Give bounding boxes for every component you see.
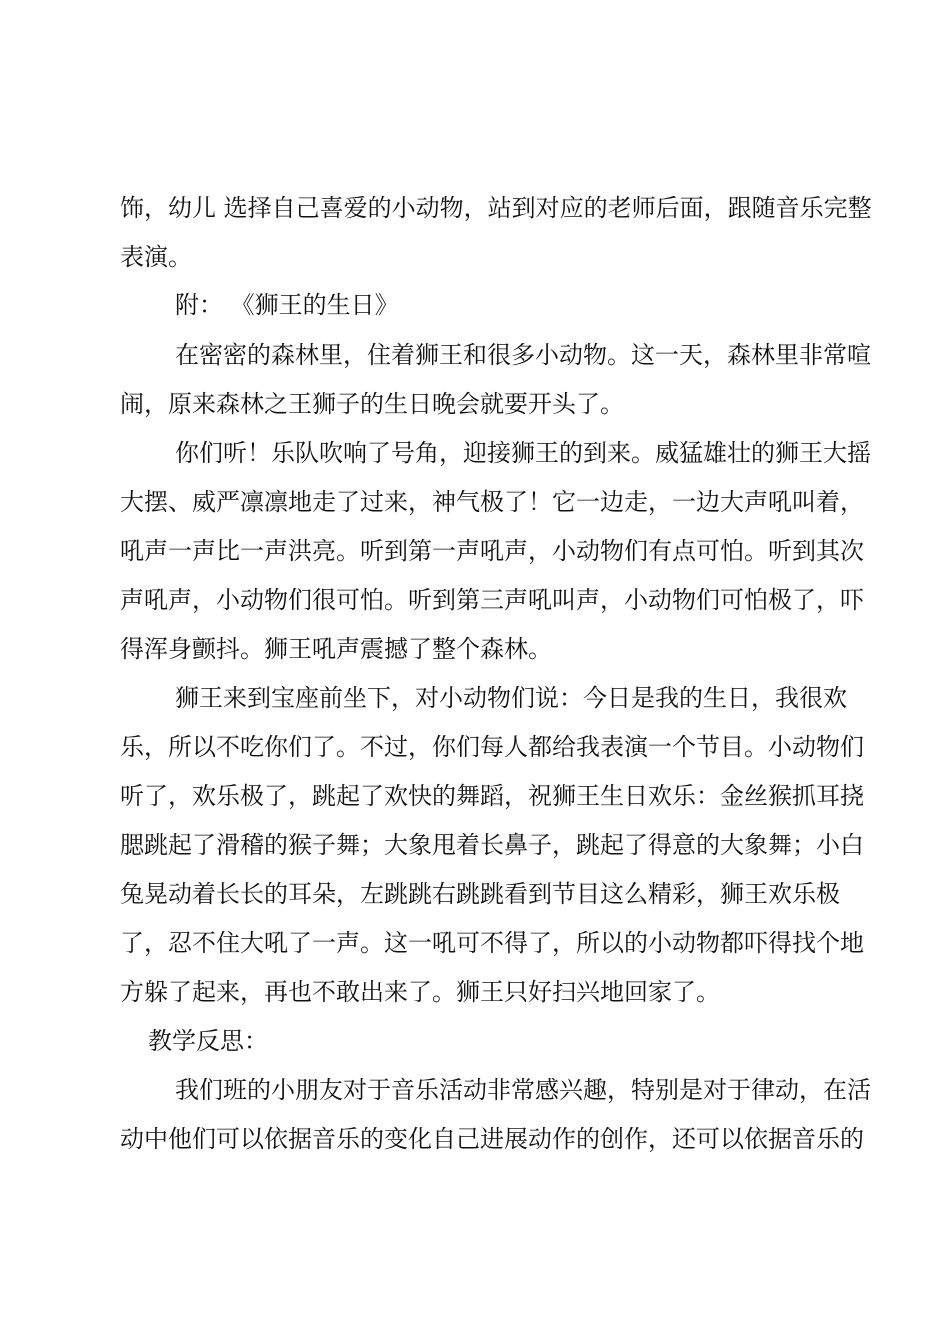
paragraph-3-line-6: 了，忍不住大吼了一声。这一吼可不得了，所以的小动物都吓得找个地: [120, 929, 864, 957]
text-line-1: 饰，幼儿 选择自己喜爱的小动物，站到对应的老师后面，跟随音乐完整: [120, 194, 872, 222]
paragraph-2-line-2: 大摆、威严凛凛地走了过来，神气极了！它一边走，一边大声吼叫着，: [120, 488, 864, 516]
paragraph-1-line-2: 闹，原来森林之王狮子的生日晚会就要开头了。: [120, 390, 624, 418]
paragraph-1-line-1: 在密密的森林里，住着狮王和很多小动物。这一天，森林里非常喧: [175, 341, 871, 369]
attachment-heading: 附： 《狮王的生日》: [175, 291, 399, 319]
paragraph-3-line-1: 狮王来到宝座前坐下，对小动物们说：今日是我的生日，我很欢: [175, 684, 847, 712]
paragraph-2-line-3: 吼声一声比一声洪亮。听到第一声吼声，小动物们有点可怕。听到其次: [120, 537, 864, 565]
paragraph-3-line-7: 方躲了起来，再也不敢出来了。狮王只好扫兴地回家了。: [120, 978, 720, 1006]
paragraph-2-line-1: 你们听！乐队吹响了号角，迎接狮王的到来。威猛雄壮的狮王大摇: [175, 439, 871, 467]
reflection-paragraph-line-1: 我们班的小朋友对于音乐活动非常感兴趣，特别是对于律动，在活: [175, 1076, 871, 1104]
paragraph-3-line-5: 兔晃动着长长的耳朵，左跳跳右跳跳看到节目这么精彩，狮王欢乐极: [120, 880, 840, 908]
text-line-2: 表演。: [120, 243, 192, 271]
reflection-paragraph-line-2: 动中他们可以依据音乐的变化自己进展动作的创作，还可以依据音乐的: [120, 1125, 864, 1153]
paragraph-3-line-2: 乐，所以不吃你们了。不过，你们每人都给我表演一个节目。小动物们: [120, 733, 864, 761]
paragraph-2-line-5: 得浑身颤抖。狮王吼声震撼了整个森林。: [120, 635, 552, 663]
teaching-reflection-heading: 教学反思：: [148, 1027, 268, 1055]
paragraph-3-line-4: 腮跳起了滑稽的猴子舞；大象甩着长鼻子，跳起了得意的大象舞；小白: [120, 831, 864, 859]
paragraph-2-line-4: 声吼声，小动物们很可怕。听到第三声吼叫声，小动物们可怕极了，吓: [120, 586, 864, 614]
paragraph-3-line-3: 听了，欢乐极了，跳起了欢快的舞蹈，祝狮王生日欢乐：金丝猴抓耳挠: [120, 782, 864, 810]
